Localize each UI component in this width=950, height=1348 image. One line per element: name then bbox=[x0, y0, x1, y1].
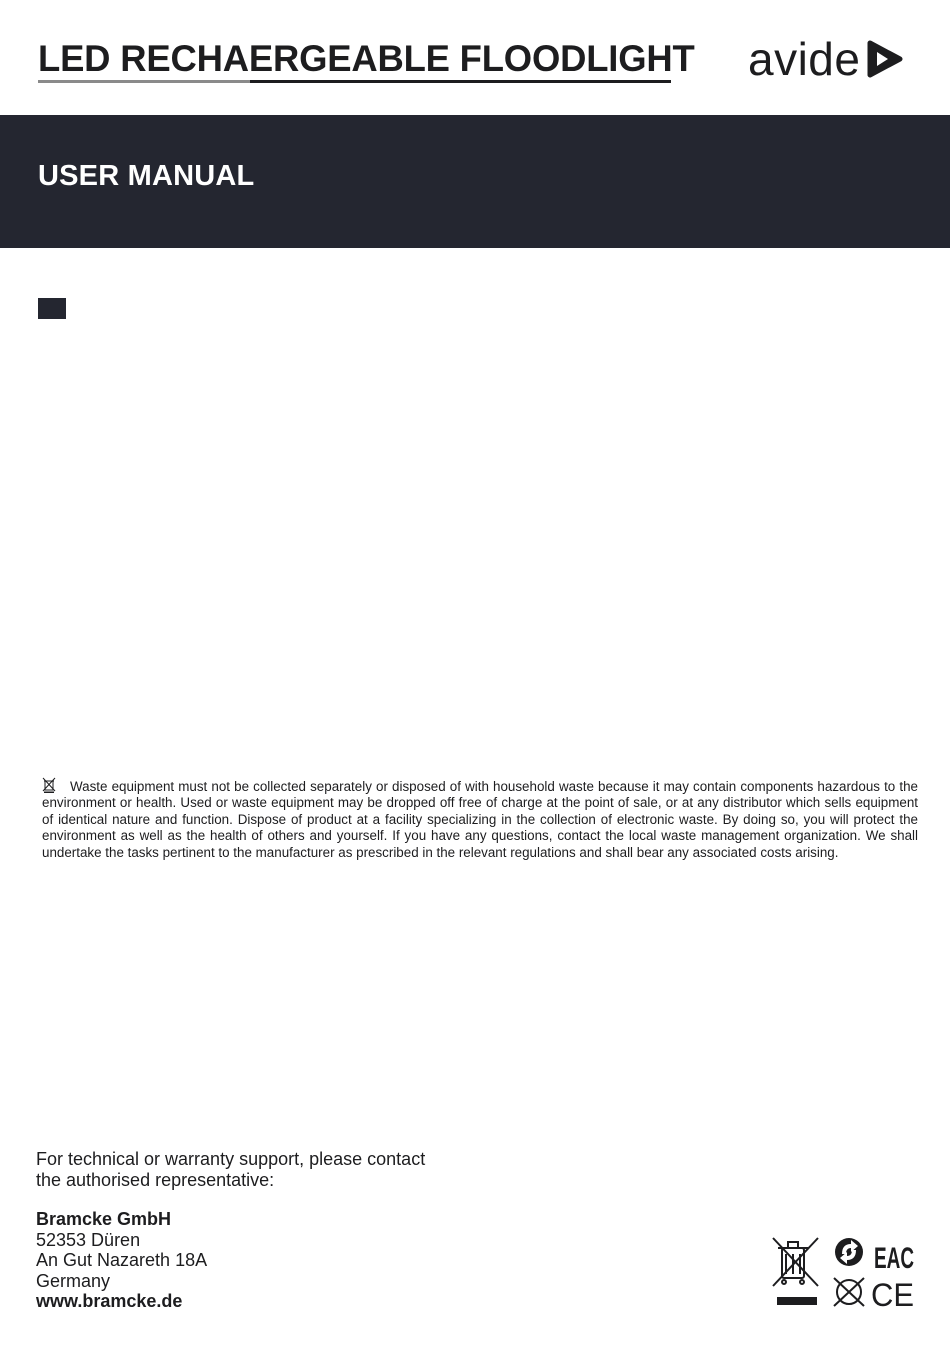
title-underline-accent bbox=[38, 80, 250, 83]
eac-mark: EAC bbox=[874, 1242, 914, 1275]
brand-logo bbox=[748, 34, 904, 84]
ce-mark: CE bbox=[871, 1277, 914, 1313]
company-name: Bramcke GmbH bbox=[36, 1209, 172, 1229]
weee-bar bbox=[777, 1297, 817, 1305]
address-country: Germany bbox=[36, 1270, 111, 1291]
weee-bin-icon bbox=[773, 1238, 818, 1286]
certification-marks bbox=[770, 1234, 916, 1313]
waste-disposal-notice bbox=[42, 777, 918, 861]
document-title: LED RECHAERGEABLE FLOODLIGHT bbox=[38, 38, 695, 79]
support-line-2: the authorised representative: bbox=[36, 1169, 275, 1190]
play-triangle-icon bbox=[866, 39, 904, 79]
website-link[interactable]: www.bramcke.de bbox=[36, 1291, 183, 1311]
waste-notice-text: Waste equipment must not be collected separately or disposed of with household waste because it may contain components hazardous to the environment or health. Used or waste equipment may be dropped off free of charge at the point of sale, or at any distributor which sells equipment of identical nature and function. Dispose of product at a facility specializing in the collection of electronic waste. By doing so, you will protect the environment as well as the health of others and yourself. If you have any questions, contact the local waste management organization. We shall undertake the tasks pertinent to the manufacturer as prescribed in the relevant regulations and shall bear any associated costs arising. bbox=[42, 779, 918, 860]
crossed-circle-icon bbox=[834, 1278, 864, 1306]
support-line-1: For technical or warranty support, please contact bbox=[36, 1149, 426, 1169]
support-info bbox=[36, 1149, 456, 1190]
address-street: An Gut Nazareth 18A bbox=[36, 1250, 208, 1270]
crossed-bin-icon bbox=[42, 777, 56, 793]
language-marker bbox=[38, 298, 66, 319]
brand-name: avide bbox=[748, 33, 861, 85]
banner-title: USER MANUAL bbox=[38, 160, 255, 192]
recycling-arrow-icon bbox=[835, 1238, 863, 1266]
address-city: 52353 Düren bbox=[36, 1229, 141, 1250]
contact-address bbox=[36, 1209, 207, 1312]
